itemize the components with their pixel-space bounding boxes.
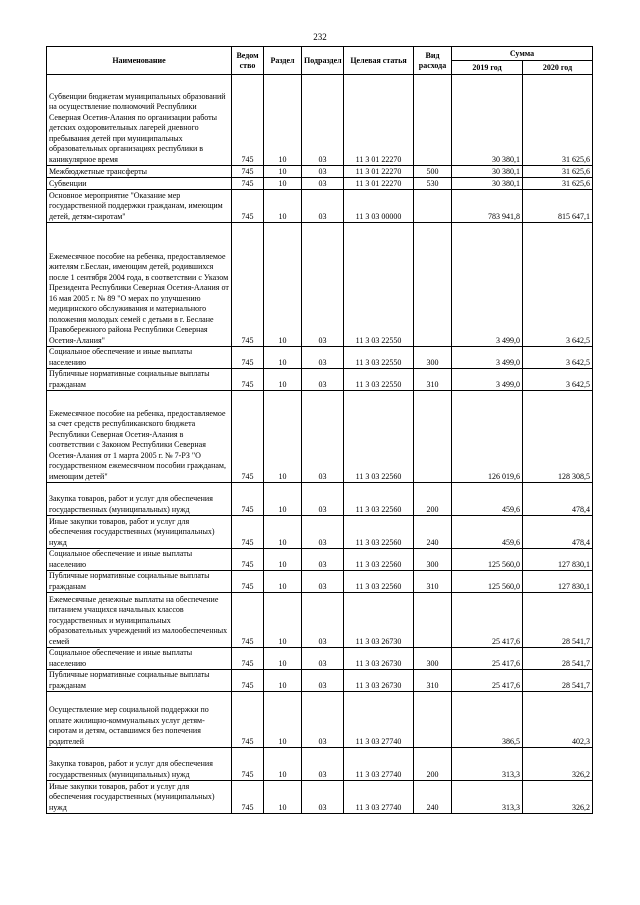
row-amount-2019: 783 941,8 bbox=[452, 190, 523, 223]
row-target-article: 11 3 03 22560 bbox=[344, 571, 414, 593]
row-target-article: 11 3 03 22550 bbox=[344, 223, 414, 347]
row-podrazdel: 03 bbox=[302, 190, 344, 223]
row-name: Межбюджетные трансферты bbox=[47, 166, 232, 178]
row-expense-type: 310 bbox=[414, 670, 452, 692]
header-vedomstvo: Ведом ство bbox=[232, 47, 264, 75]
row-vedomstvo: 745 bbox=[232, 781, 264, 814]
row-name: Основное мероприятие "Оказание мер государственной поддержки гражданам, имеющим детей, детям-сиротам" bbox=[47, 190, 232, 223]
row-razdel: 10 bbox=[264, 549, 302, 571]
row-razdel: 10 bbox=[264, 781, 302, 814]
row-amount-2020: 326,2 bbox=[523, 781, 593, 814]
row-podrazdel: 03 bbox=[302, 781, 344, 814]
row-name: Осуществление мер социальной поддержки по оплате жилищно-коммунальных услуг детям-сиротам и детям, оставшимся без попечения родителей bbox=[47, 692, 232, 748]
row-vedomstvo: 745 bbox=[232, 391, 264, 483]
row-vedomstvo: 745 bbox=[232, 692, 264, 748]
row-expense-type: 300 bbox=[414, 549, 452, 571]
row-amount-2019: 30 380,1 bbox=[452, 166, 523, 178]
header-podrazdel: Подраздел bbox=[302, 47, 344, 75]
row-razdel: 10 bbox=[264, 178, 302, 190]
row-expense-type bbox=[414, 593, 452, 648]
table-row bbox=[47, 670, 593, 692]
row-name: Социальное обеспечение и иные выплаты населению bbox=[47, 549, 232, 571]
row-expense-type: 240 bbox=[414, 781, 452, 814]
row-amount-2020: 31 625,6 bbox=[523, 166, 593, 178]
row-expense-type: 200 bbox=[414, 748, 452, 781]
table-row bbox=[47, 571, 593, 593]
row-name: Закупка товаров, работ и услуг для обеспечения государственных (муниципальных) нужд bbox=[47, 748, 232, 781]
row-razdel: 10 bbox=[264, 347, 302, 369]
row-target-article: 11 3 03 27740 bbox=[344, 692, 414, 748]
row-amount-2020: 3 642,5 bbox=[523, 369, 593, 391]
row-amount-2020: 28 541,7 bbox=[523, 593, 593, 648]
row-amount-2020: 478,4 bbox=[523, 483, 593, 516]
row-razdel: 10 bbox=[264, 670, 302, 692]
row-name: Ежемесячное пособие на ребенка, предоставляемое за счет средств республиканского бюджета Республики Северная Осетия-Алания в соответствии с Законом Республики Северная Осетия-Алания от 1 марта 2005 г. № 7-РЗ "О государственном ежемесячном пособии гражданам, имеющим детей" bbox=[47, 391, 232, 483]
row-vedomstvo: 745 bbox=[232, 369, 264, 391]
row-razdel: 10 bbox=[264, 483, 302, 516]
row-amount-2019: 25 417,6 bbox=[452, 670, 523, 692]
row-podrazdel: 03 bbox=[302, 549, 344, 571]
row-razdel: 10 bbox=[264, 648, 302, 670]
row-expense-type: 240 bbox=[414, 516, 452, 549]
table-row bbox=[47, 190, 593, 223]
row-podrazdel: 03 bbox=[302, 166, 344, 178]
row-target-article: 11 3 03 26730 bbox=[344, 593, 414, 648]
row-amount-2019: 30 380,1 bbox=[452, 178, 523, 190]
header-year-2020: 2020 год bbox=[523, 61, 593, 75]
table-row bbox=[47, 166, 593, 178]
table-row bbox=[47, 516, 593, 549]
row-amount-2020: 402,3 bbox=[523, 692, 593, 748]
row-expense-type bbox=[414, 391, 452, 483]
row-name: Социальное обеспечение и иные выплаты населению bbox=[47, 347, 232, 369]
row-name: Социальное обеспечение и иные выплаты населению bbox=[47, 648, 232, 670]
row-razdel: 10 bbox=[264, 391, 302, 483]
row-amount-2019: 25 417,6 bbox=[452, 648, 523, 670]
row-expense-type: 530 bbox=[414, 178, 452, 190]
row-expense-type: 310 bbox=[414, 369, 452, 391]
row-expense-type bbox=[414, 692, 452, 748]
row-razdel: 10 bbox=[264, 190, 302, 223]
row-target-article: 11 3 03 26730 bbox=[344, 670, 414, 692]
table-row bbox=[47, 648, 593, 670]
row-expense-type bbox=[414, 223, 452, 347]
row-vedomstvo: 745 bbox=[232, 571, 264, 593]
row-target-article: 11 3 03 22560 bbox=[344, 483, 414, 516]
row-name: Ежемесячное пособие на ребенка, предоставляемое жителям г.Беслан, имеющим детей, родившихся после 1 сентября 2004 года, в соответствии с Указом Президента Республики Северная Осетия-Алания от 16 мая 2005 г. № 89 "О мерах по улучшению медицинского обслуживания и материального положения молодых семей с детьми в г. Беслане Правобережного района Республики Северная Осетия-Алания" bbox=[47, 223, 232, 347]
row-target-article: 11 3 03 27740 bbox=[344, 748, 414, 781]
table-row bbox=[47, 483, 593, 516]
row-vedomstvo: 745 bbox=[232, 648, 264, 670]
header-sum: Сумма bbox=[452, 47, 593, 61]
row-amount-2019: 3 499,0 bbox=[452, 347, 523, 369]
row-podrazdel: 03 bbox=[302, 483, 344, 516]
row-expense-type: 300 bbox=[414, 648, 452, 670]
row-amount-2020: 28 541,7 bbox=[523, 670, 593, 692]
row-name: Публичные нормативные социальные выплаты гражданам bbox=[47, 670, 232, 692]
row-amount-2019: 313,3 bbox=[452, 748, 523, 781]
row-amount-2020: 127 830,1 bbox=[523, 571, 593, 593]
row-vedomstvo: 745 bbox=[232, 483, 264, 516]
row-expense-type: 200 bbox=[414, 483, 452, 516]
row-razdel: 10 bbox=[264, 166, 302, 178]
row-vedomstvo: 745 bbox=[232, 178, 264, 190]
row-amount-2020: 478,4 bbox=[523, 516, 593, 549]
header-year-2019: 2019 год bbox=[452, 61, 523, 75]
row-razdel: 10 bbox=[264, 369, 302, 391]
table-row bbox=[47, 692, 593, 748]
row-vedomstvo: 745 bbox=[232, 516, 264, 549]
row-razdel: 10 bbox=[264, 593, 302, 648]
row-podrazdel: 03 bbox=[302, 648, 344, 670]
row-target-article: 11 3 03 22550 bbox=[344, 369, 414, 391]
row-name: Иные закупки товаров, работ и услуг для обеспечения государственных (муниципальных) нужд bbox=[47, 781, 232, 814]
row-podrazdel: 03 bbox=[302, 670, 344, 692]
row-podrazdel: 03 bbox=[302, 593, 344, 648]
row-amount-2019: 3 499,0 bbox=[452, 369, 523, 391]
row-podrazdel: 03 bbox=[302, 692, 344, 748]
table-row bbox=[47, 593, 593, 648]
row-amount-2020: 326,2 bbox=[523, 748, 593, 781]
row-amount-2019: 386,5 bbox=[452, 692, 523, 748]
row-target-article: 11 3 03 22560 bbox=[344, 549, 414, 571]
row-target-article: 11 3 01 22270 bbox=[344, 75, 414, 166]
row-target-article: 11 3 03 27740 bbox=[344, 781, 414, 814]
row-amount-2019: 125 560,0 bbox=[452, 571, 523, 593]
row-expense-type: 310 bbox=[414, 571, 452, 593]
row-podrazdel: 03 bbox=[302, 748, 344, 781]
row-name: Ежемесячные денежные выплаты на обеспечение питанием учащихся начальных классов государственных и муниципальных образовательных учреждений из малообеспеченных семей bbox=[47, 593, 232, 648]
row-vedomstvo: 745 bbox=[232, 190, 264, 223]
row-razdel: 10 bbox=[264, 516, 302, 549]
row-name: Публичные нормативные социальные выплаты гражданам bbox=[47, 369, 232, 391]
table-row bbox=[47, 369, 593, 391]
row-vedomstvo: 745 bbox=[232, 75, 264, 166]
row-amount-2020: 127 830,1 bbox=[523, 549, 593, 571]
table-row bbox=[47, 347, 593, 369]
row-amount-2020: 31 625,6 bbox=[523, 75, 593, 166]
table-row bbox=[47, 748, 593, 781]
row-razdel: 10 bbox=[264, 75, 302, 166]
row-amount-2020: 815 647,1 bbox=[523, 190, 593, 223]
row-amount-2019: 125 560,0 bbox=[452, 549, 523, 571]
row-amount-2020: 3 642,5 bbox=[523, 223, 593, 347]
row-vedomstvo: 745 bbox=[232, 748, 264, 781]
row-target-article: 11 3 01 22270 bbox=[344, 166, 414, 178]
row-amount-2020: 28 541,7 bbox=[523, 648, 593, 670]
row-name: Субвенции бюджетам муниципальных образований на осуществление полномочий Республики Северная Осетия-Алания по организации работы детских оздоровительных лагерей дневного пребывания детей при муниципальных образовательных организациях республики в каникулярное время bbox=[47, 75, 232, 166]
row-podrazdel: 03 bbox=[302, 347, 344, 369]
table-row bbox=[47, 781, 593, 814]
row-vedomstvo: 745 bbox=[232, 549, 264, 571]
row-amount-2020: 31 625,6 bbox=[523, 178, 593, 190]
row-expense-type bbox=[414, 75, 452, 166]
row-amount-2019: 313,3 bbox=[452, 781, 523, 814]
header-razdel: Раздел bbox=[264, 47, 302, 75]
row-amount-2019: 459,6 bbox=[452, 483, 523, 516]
row-vedomstvo: 745 bbox=[232, 593, 264, 648]
row-razdel: 10 bbox=[264, 223, 302, 347]
row-name: Закупка товаров, работ и услуг для обеспечения государственных (муниципальных) нужд bbox=[47, 483, 232, 516]
page-number: 232 bbox=[313, 32, 327, 42]
row-vedomstvo: 745 bbox=[232, 670, 264, 692]
row-amount-2020: 3 642,5 bbox=[523, 347, 593, 369]
row-target-article: 11 3 03 00000 bbox=[344, 190, 414, 223]
row-razdel: 10 bbox=[264, 692, 302, 748]
row-target-article: 11 3 03 22550 bbox=[344, 347, 414, 369]
row-podrazdel: 03 bbox=[302, 369, 344, 391]
row-vedomstvo: 745 bbox=[232, 223, 264, 347]
row-name: Субвенции bbox=[47, 178, 232, 190]
row-amount-2019: 30 380,1 bbox=[452, 75, 523, 166]
table-row bbox=[47, 75, 593, 166]
row-name: Иные закупки товаров, работ и услуг для обеспечения государственных (муниципальных) нужд bbox=[47, 516, 232, 549]
row-expense-type bbox=[414, 190, 452, 223]
row-target-article: 11 3 03 22560 bbox=[344, 391, 414, 483]
header-name: Наименование bbox=[47, 47, 232, 75]
row-podrazdel: 03 bbox=[302, 75, 344, 166]
row-vedomstvo: 745 bbox=[232, 347, 264, 369]
row-amount-2019: 459,6 bbox=[452, 516, 523, 549]
table-row bbox=[47, 549, 593, 571]
row-vedomstvo: 745 bbox=[232, 166, 264, 178]
row-amount-2019: 25 417,6 bbox=[452, 593, 523, 648]
row-podrazdel: 03 bbox=[302, 223, 344, 347]
row-amount-2020: 128 308,5 bbox=[523, 391, 593, 483]
row-razdel: 10 bbox=[264, 748, 302, 781]
header-target-article: Целевая статья bbox=[344, 47, 414, 75]
row-expense-type: 300 bbox=[414, 347, 452, 369]
table-row bbox=[47, 391, 593, 483]
row-podrazdel: 03 bbox=[302, 178, 344, 190]
row-podrazdel: 03 bbox=[302, 571, 344, 593]
budget-table bbox=[46, 46, 593, 814]
row-target-article: 11 3 03 26730 bbox=[344, 648, 414, 670]
table-row bbox=[47, 223, 593, 347]
row-amount-2019: 3 499,0 bbox=[452, 223, 523, 347]
row-target-article: 11 3 01 22270 bbox=[344, 178, 414, 190]
header-expense-type: Вид расхода bbox=[414, 47, 452, 75]
row-expense-type: 500 bbox=[414, 166, 452, 178]
row-target-article: 11 3 03 22560 bbox=[344, 516, 414, 549]
row-razdel: 10 bbox=[264, 571, 302, 593]
table-row bbox=[47, 178, 593, 190]
row-podrazdel: 03 bbox=[302, 516, 344, 549]
row-podrazdel: 03 bbox=[302, 391, 344, 483]
row-name: Публичные нормативные социальные выплаты гражданам bbox=[47, 571, 232, 593]
row-amount-2019: 126 019,6 bbox=[452, 391, 523, 483]
